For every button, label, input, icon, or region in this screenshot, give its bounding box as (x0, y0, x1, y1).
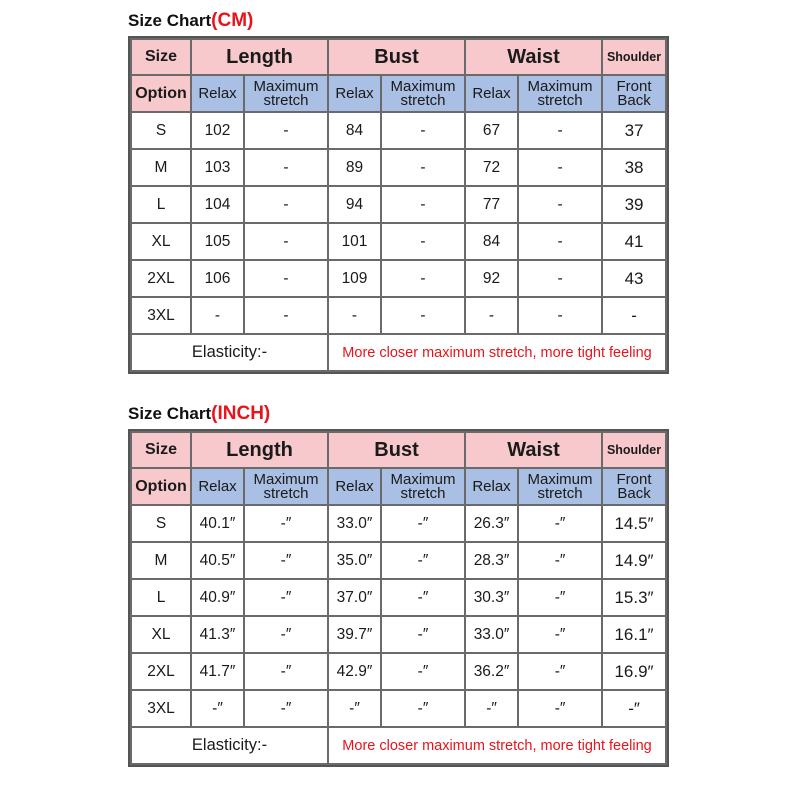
shoulder-cell: 41 (603, 224, 665, 259)
length-max-cell: -″ (245, 543, 327, 578)
length-max-header (245, 469, 327, 504)
table-row (132, 654, 665, 689)
shoulder-header: Shoulder (603, 40, 665, 74)
option-header: Option (132, 469, 190, 504)
length-max-cell: - (245, 187, 327, 222)
shoulder-header: Shoulder (603, 433, 665, 467)
bust-max-cell: - (382, 224, 464, 259)
length-max-cell: - (245, 113, 327, 148)
bust-max-cell: -″ (382, 617, 464, 652)
waist-max-cell: - (519, 298, 601, 333)
shoulder-cell: 14.9″ (603, 543, 665, 578)
waist-relax-cell: 92 (466, 261, 517, 296)
length-max-cell: -″ (245, 617, 327, 652)
bust-max-cell: -″ (382, 691, 464, 726)
chart-unit: (INCH) (211, 403, 271, 424)
length-max-cell: - (245, 298, 327, 333)
bust-relax-cell: 42.9″ (329, 654, 380, 689)
size-cell: L (132, 580, 190, 615)
length-relax-cell: 40.1″ (192, 506, 243, 541)
table-row (132, 691, 665, 726)
max-line1: Maximum (390, 470, 456, 488)
max-line2: stretch (537, 91, 583, 109)
size-chart-inch (128, 399, 669, 767)
table-row (132, 113, 665, 148)
table-row (132, 261, 665, 296)
length-relax-header: Relax (192, 76, 243, 111)
waist-max-cell: -″ (519, 617, 601, 652)
waist-max-cell: - (519, 224, 601, 259)
length-header: Length (192, 40, 327, 74)
size-cell: 3XL (132, 298, 190, 333)
max-line1: Maximum (527, 470, 593, 488)
shoulder-cell: - (603, 298, 665, 333)
bust-relax-header: Relax (329, 469, 380, 504)
bust-relax-cell: 94 (329, 187, 380, 222)
chart-title-cm (128, 6, 669, 36)
elasticity-label: Elasticity:- (132, 728, 327, 763)
waist-max-cell: - (519, 261, 601, 296)
length-max-cell: -″ (245, 691, 327, 726)
waist-max-cell: -″ (519, 580, 601, 615)
bust-relax-cell: 37.0″ (329, 580, 380, 615)
length-relax-cell: 106 (192, 261, 243, 296)
length-max-cell: - (245, 224, 327, 259)
waist-max-header (519, 76, 601, 111)
chart-title-text: Size Chart (128, 11, 212, 30)
length-relax-cell: 41.3″ (192, 617, 243, 652)
waist-max-cell: -″ (519, 543, 601, 578)
table-row (132, 506, 665, 541)
length-max-header (245, 76, 327, 111)
waist-relax-cell: 72 (466, 150, 517, 185)
max-line2: stretch (400, 484, 446, 502)
shoulder-cell: 16.9″ (603, 654, 665, 689)
length-header: Length (192, 433, 327, 467)
size-chart-cm (128, 6, 669, 374)
table-row (132, 150, 665, 185)
bust-max-header (382, 469, 464, 504)
shoulder-cell: 43 (603, 261, 665, 296)
bust-max-header (382, 76, 464, 111)
shoulder-front-back-header (603, 469, 665, 504)
chart-unit: (CM) (211, 10, 254, 31)
waist-max-cell: -″ (519, 691, 601, 726)
bust-header: Bust (329, 40, 464, 74)
length-relax-cell: 104 (192, 187, 243, 222)
waist-relax-cell: 36.2″ (466, 654, 517, 689)
length-relax-cell: 40.9″ (192, 580, 243, 615)
table-row (132, 617, 665, 652)
bust-max-cell: -″ (382, 580, 464, 615)
table-row (132, 224, 665, 259)
elasticity-note: More closer maximum stretch, more tight feeling (329, 728, 665, 763)
bust-max-cell: - (382, 261, 464, 296)
bust-max-cell: -″ (382, 543, 464, 578)
waist-max-cell: - (519, 187, 601, 222)
waist-relax-cell: 33.0″ (466, 617, 517, 652)
shoulder-cell: 14.5″ (603, 506, 665, 541)
size-cell: XL (132, 617, 190, 652)
shoulder-cell: 16.1″ (603, 617, 665, 652)
max-line2: stretch (537, 484, 583, 502)
length-relax-cell: - (192, 298, 243, 333)
length-relax-cell: 40.5″ (192, 543, 243, 578)
size-cell: M (132, 543, 190, 578)
length-max-cell: - (245, 261, 327, 296)
table-row (132, 298, 665, 333)
bust-relax-cell: 35.0″ (329, 543, 380, 578)
size-header: Size (132, 433, 190, 467)
table-row (132, 580, 665, 615)
waist-relax-cell: 30.3″ (466, 580, 517, 615)
length-max-cell: - (245, 150, 327, 185)
size-cell: M (132, 150, 190, 185)
length-relax-cell: 105 (192, 224, 243, 259)
max-line1: Maximum (253, 77, 319, 95)
bust-header: Bust (329, 433, 464, 467)
chart-title-inch (128, 399, 669, 429)
elasticity-row (132, 728, 665, 763)
subheader-row (132, 469, 665, 504)
back-label: Back (617, 91, 651, 109)
size-cell: 2XL (132, 654, 190, 689)
bust-relax-cell: - (329, 298, 380, 333)
waist-max-header (519, 469, 601, 504)
max-line2: stretch (263, 91, 309, 109)
header-row (132, 433, 665, 467)
size-cell: 2XL (132, 261, 190, 296)
shoulder-cell: 39 (603, 187, 665, 222)
max-line1: Maximum (253, 470, 319, 488)
waist-max-cell: - (519, 113, 601, 148)
elasticity-note: More closer maximum stretch, more tight feeling (329, 335, 665, 370)
length-relax-header: Relax (192, 469, 243, 504)
bust-max-cell: - (382, 113, 464, 148)
chart-title-text: Size Chart (128, 404, 212, 423)
subheader-row (132, 76, 665, 111)
waist-relax-header: Relax (466, 76, 517, 111)
elasticity-row (132, 335, 665, 370)
waist-header: Waist (466, 40, 601, 74)
max-line1: Maximum (390, 77, 456, 95)
bust-max-cell: - (382, 298, 464, 333)
shoulder-cell: 15.3″ (603, 580, 665, 615)
bust-max-cell: -″ (382, 654, 464, 689)
size-cell: S (132, 506, 190, 541)
size-cell: S (132, 113, 190, 148)
waist-relax-cell: 67 (466, 113, 517, 148)
size-cell: XL (132, 224, 190, 259)
max-line2: stretch (263, 484, 309, 502)
back-label: Back (617, 484, 651, 502)
waist-max-cell: -″ (519, 654, 601, 689)
length-relax-cell: 102 (192, 113, 243, 148)
waist-relax-cell: 26.3″ (466, 506, 517, 541)
length-relax-cell: 103 (192, 150, 243, 185)
front-label: Front (616, 77, 652, 95)
bust-relax-cell: 39.7″ (329, 617, 380, 652)
length-max-cell: -″ (245, 654, 327, 689)
waist-max-cell: -″ (519, 506, 601, 541)
bust-max-cell: - (382, 150, 464, 185)
shoulder-cell: -″ (603, 691, 665, 726)
waist-max-cell: - (519, 150, 601, 185)
length-max-cell: -″ (245, 506, 327, 541)
max-line1: Maximum (527, 77, 593, 95)
waist-relax-cell: 77 (466, 187, 517, 222)
table-row (132, 543, 665, 578)
size-header: Size (132, 40, 190, 74)
size-cell: L (132, 187, 190, 222)
header-row (132, 40, 665, 74)
bust-relax-cell: 84 (329, 113, 380, 148)
table-row (132, 187, 665, 222)
waist-relax-cell: -″ (466, 691, 517, 726)
waist-relax-cell: - (466, 298, 517, 333)
bust-relax-cell: 89 (329, 150, 380, 185)
bust-max-cell: -″ (382, 506, 464, 541)
elasticity-label: Elasticity:- (132, 335, 327, 370)
front-label: Front (616, 470, 652, 488)
bust-relax-cell: 33.0″ (329, 506, 380, 541)
shoulder-cell: 37 (603, 113, 665, 148)
length-relax-cell: -″ (192, 691, 243, 726)
max-line2: stretch (400, 91, 446, 109)
length-max-cell: -″ (245, 580, 327, 615)
bust-relax-cell: 101 (329, 224, 380, 259)
waist-relax-cell: 28.3″ (466, 543, 517, 578)
waist-relax-header: Relax (466, 469, 517, 504)
waist-header: Waist (466, 433, 601, 467)
bust-relax-cell: -″ (329, 691, 380, 726)
waist-relax-cell: 84 (466, 224, 517, 259)
option-header: Option (132, 76, 190, 111)
bust-relax-header: Relax (329, 76, 380, 111)
size-cell: 3XL (132, 691, 190, 726)
bust-max-cell: - (382, 187, 464, 222)
shoulder-front-back-header (603, 76, 665, 111)
size-table-inch (128, 429, 669, 767)
shoulder-cell: 38 (603, 150, 665, 185)
length-relax-cell: 41.7″ (192, 654, 243, 689)
size-table-cm (128, 36, 669, 374)
bust-relax-cell: 109 (329, 261, 380, 296)
